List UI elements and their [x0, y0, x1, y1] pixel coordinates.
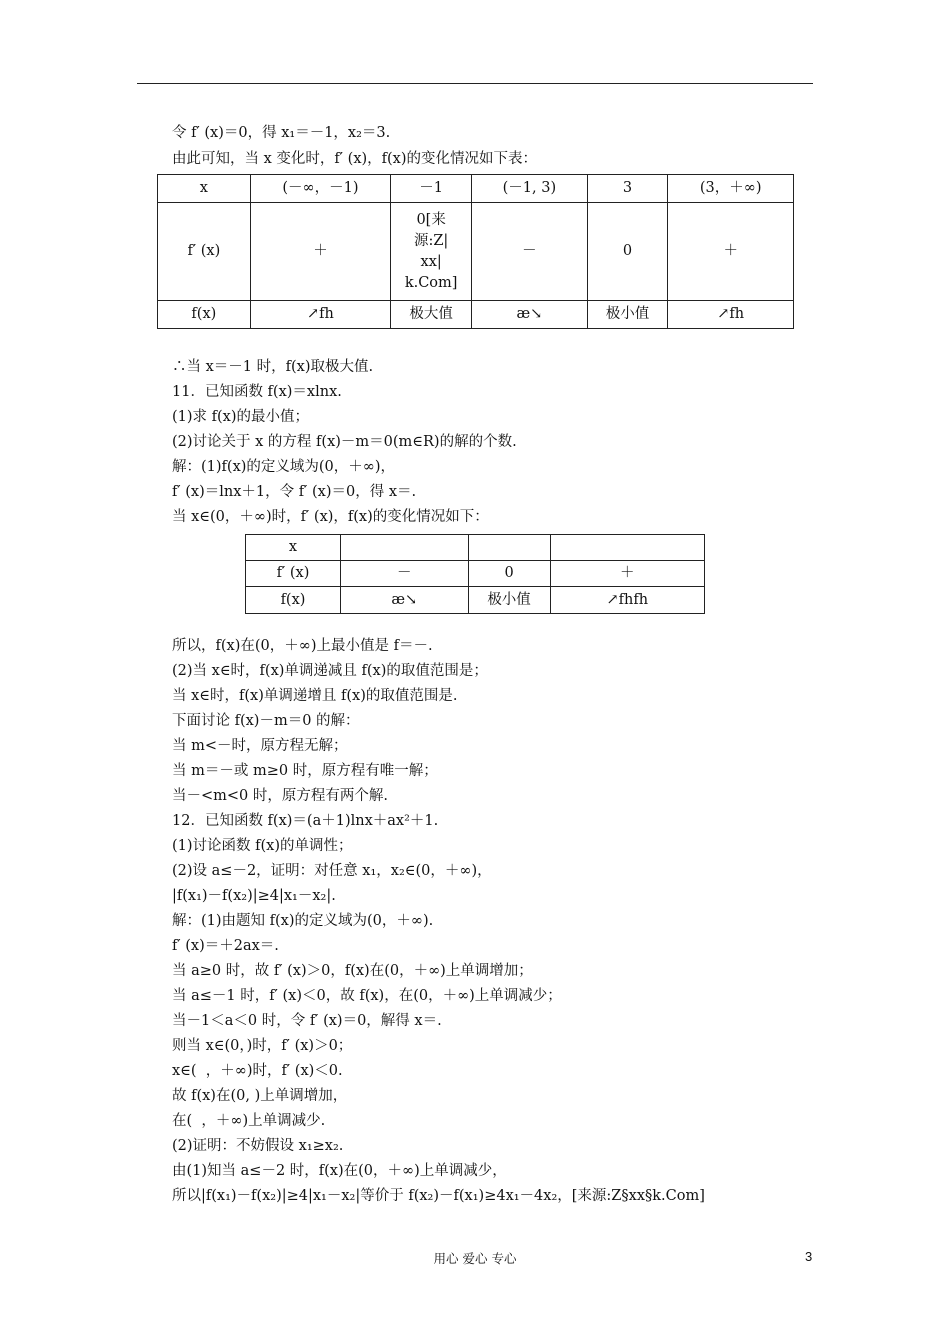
table-cell: f(x)	[158, 301, 251, 329]
table-cell	[550, 535, 704, 561]
table-cell: 0	[468, 561, 550, 587]
table-cell: －	[341, 561, 469, 587]
text-line: (2)设 a≤－2，证明：对任意 x₁，x₂∈(0，＋∞)，	[172, 863, 492, 879]
cell-line: 源:Z|	[413, 232, 449, 249]
text-line: ∴当 x＝－1 时，f(x)取极大值.	[172, 359, 374, 375]
table-cell: 0	[587, 203, 668, 301]
text-line: 所以|f(x₁)－f(x₂)|≥4|x₁－x₂|等价于 f(x₂)－f(x₁)≥4x₁－4x₂，[来源:Z§xx§k.Com]	[172, 1188, 705, 1204]
text-line: 当 a≤－1 时，f′ (x)＜0，故 f(x)，在(0，＋∞)上单调减少；	[172, 988, 562, 1004]
table-cell: ＋	[250, 203, 391, 301]
table-cell: 3	[587, 175, 668, 203]
text-line: 下面讨论 f(x)－m＝0 的解：	[172, 713, 360, 729]
text-line: (2)讨论关于 x 的方程 f(x)－m＝0(m∈R)的解的个数.	[172, 434, 517, 450]
table-cell: (3，＋∞)	[668, 175, 794, 203]
text-line: x∈( ，＋∞)时，f′ (x)＜0.	[172, 1063, 343, 1079]
text-line: 故 f(x)在(0, )上单调增加，	[172, 1088, 348, 1104]
text-line: (1)求 f(x)的最小值；	[172, 409, 310, 425]
table-cell-multiline	[391, 203, 472, 301]
table-cell: (－1, 3)	[472, 175, 588, 203]
variation-table-1	[157, 174, 794, 329]
table-cell: x	[158, 175, 251, 203]
table-cell: æ↘	[341, 587, 469, 614]
table-cell: ↗fh	[668, 301, 794, 329]
text-line: |f(x₁)－f(x₂)|≥4|x₁－x₂|.	[172, 888, 336, 904]
text-line: 当 m＝－或 m≥0 时，原方程有唯一解；	[172, 763, 438, 779]
cell-line: 0[来	[416, 211, 446, 228]
table-cell: x	[246, 535, 341, 561]
table-cell: f′ (x)	[246, 561, 341, 587]
text-line: 由此可知，当 x 变化时，f′ (x)，f(x)的变化情况如下表：	[172, 151, 538, 167]
variation-table-2	[245, 534, 705, 614]
text-line: 当 a≥0 时，故 f′ (x)＞0，f(x)在(0，＋∞)上单调增加；	[172, 963, 533, 979]
table-cell: ＋	[668, 203, 794, 301]
text-line: 当－<m<0 时，原方程有两个解.	[172, 788, 388, 804]
text-line: 令 f′ (x)＝0，得 x₁＝－1，x₂＝3.	[172, 125, 391, 141]
page-number: 3	[805, 1249, 813, 1264]
text-line: 当－1＜a＜0 时，令 f′ (x)＝0，解得 x＝.	[172, 1013, 442, 1029]
text-line: 12．已知函数 f(x)＝(a＋1)lnx＋ax²＋1.	[172, 813, 439, 829]
table-cell: ↗fhfh	[550, 587, 704, 614]
cell-line: k.Com]	[404, 274, 458, 291]
table-cell: 极小值	[468, 587, 550, 614]
text-line: 当 x∈(0，＋∞)时，f′ (x)，f(x)的变化情况如下：	[172, 509, 489, 525]
table-cell: æ↘	[472, 301, 588, 329]
text-line: 当 m<－时，原方程无解；	[172, 738, 348, 754]
table-cell: f′ (x)	[158, 203, 251, 301]
text-line: 当 x∈时，f(x)单调递增且 f(x)的取值范围是.	[172, 688, 458, 704]
text-line: 解：(1)f(x)的定义域为(0，＋∞)，	[172, 459, 396, 475]
text-line: f′ (x)＝lnx＋1，令 f′ (x)＝0，得 x＝.	[172, 484, 417, 500]
header-rule	[137, 83, 813, 84]
table-cell	[468, 535, 550, 561]
table-cell: f(x)	[246, 587, 341, 614]
page-footer: 用心 爱心 专心	[433, 1251, 517, 1266]
table-cell	[341, 535, 469, 561]
cell-line: xx|	[420, 253, 442, 270]
table-cell: －1	[391, 175, 472, 203]
text-line: (2)证明：不妨假设 x₁≥x₂.	[172, 1138, 344, 1154]
table-cell: －	[472, 203, 588, 301]
table-cell: 极大值	[391, 301, 472, 329]
text-line: 由(1)知当 a≤－2 时，f(x)在(0，＋∞)上单调减少，	[172, 1163, 507, 1179]
text-line: 11．已知函数 f(x)＝xlnx.	[172, 384, 342, 400]
text-line: (1)讨论函数 f(x)的单调性；	[172, 838, 353, 854]
table-cell: ＋	[550, 561, 704, 587]
text-line: 在( ，＋∞)上单调减少.	[172, 1113, 326, 1129]
text-line: 解：(1)由题知 f(x)的定义域为(0，＋∞).	[172, 913, 434, 929]
text-line: (2)当 x∈时，f(x)单调递减且 f(x)的取值范围是；	[172, 663, 488, 679]
table-cell: (－∞，－1)	[250, 175, 391, 203]
text-line: 则当 x∈(0，)时，f′ (x)＞0；	[172, 1038, 353, 1054]
text-line: 所以，f(x)在(0，＋∞)上最小值是 f＝－.	[172, 638, 433, 654]
table-cell: ↗fh	[250, 301, 391, 329]
table-cell: 极小值	[587, 301, 668, 329]
text-line: f′ (x)＝＋2ax＝.	[172, 938, 279, 954]
